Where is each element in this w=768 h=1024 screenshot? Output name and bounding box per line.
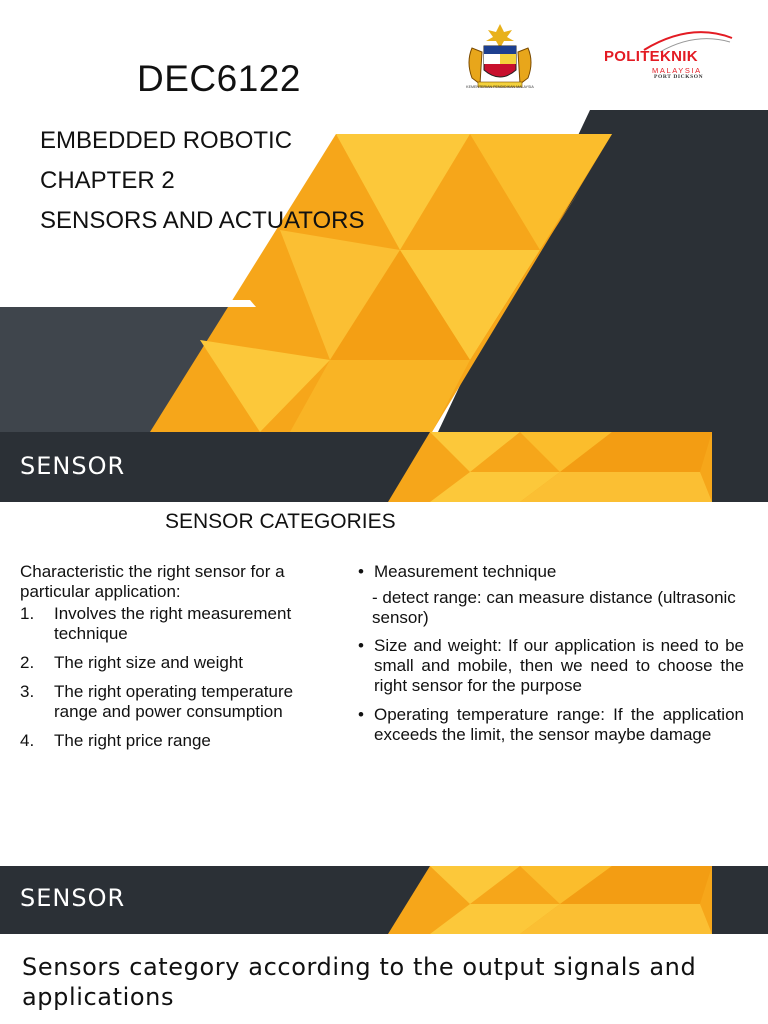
banner-title: SENSOR [20,884,126,912]
title-line-3: SENSORS AND ACTUATORS [40,207,365,234]
crest-caption: KEMENTERIAN PENDIDIKAN MALAYSIA [466,85,534,89]
sensor-output-slide [0,866,768,1024]
section-banner [0,866,768,934]
bullet-sub-text: - detect range: can measure distance (ultrasonic sensor) [372,588,736,627]
course-code: DEC6122 [137,58,301,99]
politeknik-logo-text: POLITEKNIK [604,48,698,65]
slide-heading: SENSOR CATEGORIES [165,510,396,533]
title-line-1: EMBEDDED ROBOTIC [40,127,293,154]
section-banner [0,432,768,502]
left-lead-text: Characteristic the right sensor for a particular application: [20,562,285,601]
banner-title: SENSOR [20,452,126,480]
list-item: 3. The right operating temperature range and power consumption [20,682,294,721]
bullet-item: • Measurement technique [358,562,557,581]
sensor-categories-slide [0,432,768,866]
right-column [358,562,744,754]
title-line-2: CHAPTER 2 [40,167,175,194]
bullet-item: • Size and weight: If our application is need to be small and mobile, then we need to choose the right sensor for the purpose [358,636,744,695]
list-item: 2. The right size and weight [20,653,243,672]
politeknik-campus: PORT DICKSON [654,74,704,80]
bullet-list [358,636,744,745]
numbered-list [20,604,338,751]
slide-body-text: Sensors category according to the output signals and applications [22,953,697,1011]
coat-of-arms-icon [458,22,542,92]
list-item: 1. Involves the right measurement technique [20,604,292,643]
bullet-item: • Operating temperature range: If the application exceeds the limit, the sensor maybe damage [358,705,744,744]
bullet-list [358,562,744,582]
list-item: 4. The right price range [20,731,211,750]
politeknik-country: MALAYSIA [652,66,702,75]
left-column [20,562,338,760]
title-slide [0,0,768,432]
